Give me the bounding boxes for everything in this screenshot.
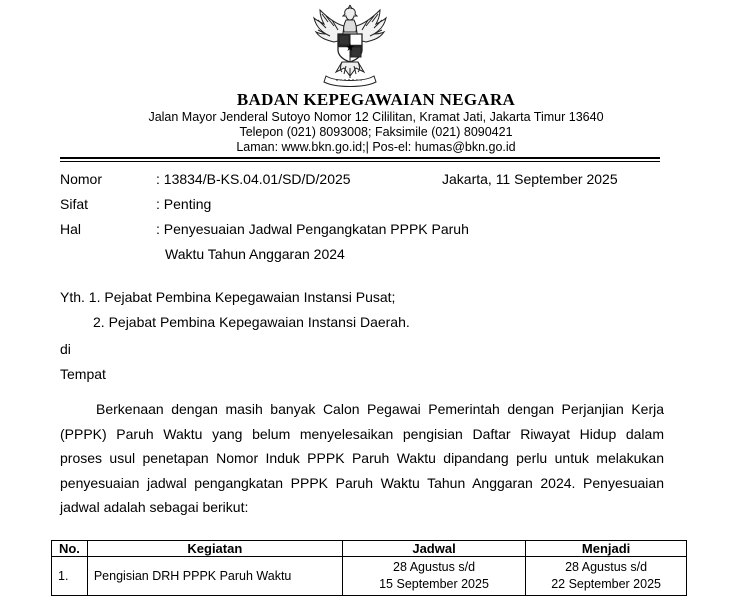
paragraph-line: Berkenaan dengan masih banyak Calon Pegawai Pemerintah dengan Perjanjian Kerja [96,401,664,417]
sifat-value: : Penting [156,196,212,212]
recipient-tempat: Tempat [60,366,106,382]
paragraph-line: (PPPK) Paruh Waktu yang belum menyelesaikan pengisian Daftar Riwayat Hidup dalam [60,425,664,442]
letterhead-rule-thick [60,157,660,159]
cell-jadwal-line2: 15 September 2025 [379,577,489,591]
recipient-line1: Yth. 1. Pejabat Pembina Kepegawaian Instansi Pusat; [60,289,396,305]
header-no: No. [52,541,88,557]
header-jadwal: Jadwal [342,541,525,557]
recipient-di: di [60,341,71,357]
cell-menjadi [526,557,687,596]
recipient-line2: 2. Pejabat Pembina Kepegawaian Instansi Daerah. [93,314,410,330]
organization-address: Jalan Mayor Jenderal Sutoyo Nomor 12 Cililitan, Kramat Jati, Jakarta Timur 13640 [148,110,604,124]
letterhead-rule-thin [60,161,660,162]
cell-no: 1. [52,557,88,596]
schedule-table [51,540,687,596]
cell-menjadi-line1: 28 Agustus s/d [565,560,648,574]
sifat-label: Sifat [60,196,89,212]
header-kegiatan: Kegiatan [87,541,342,557]
cell-jadwal [342,557,525,596]
hal-value-line2: Waktu Tahun Anggaran 2024 [165,246,345,262]
table-header-row [52,541,687,557]
header-menjadi: Menjadi [526,541,687,557]
paragraph-line: penyesuaian jadwal pengangkatan PPPK Paruh Waktu Tahun Anggaran 2024. Penyesuaian [60,474,664,491]
cell-kegiatan: Pengisian DRH PPPK Paruh Waktu [87,557,342,596]
organization-phone: Telepon (021) 8093008; Faksimile (021) 8090421 [239,125,513,139]
cell-menjadi-line2: 22 September 2025 [551,577,661,591]
body-paragraph [60,397,664,520]
organization-web: Laman: www.bkn.go.id;| Pos-el: humas@bkn.go.id [236,140,516,154]
nomor-value: : 13834/B-KS.04.01/SD/D/2025 [156,171,351,187]
cell-jadwal-line1: 28 Agustus s/d [393,560,476,574]
hal-value-line1: : Penyesuaian Jadwal Pengangkatan PPPK Paruh [156,221,469,237]
nomor-label: Nomor [60,171,103,187]
place-date: Jakarta, 11 September 2025 [442,171,618,187]
organization-name: BADAN KEPEGAWAIAN NEGARA [236,90,516,109]
paragraph-line: proses usul penetapan Nomor Induk PPPK Paruh Waktu dipandang perlu untuk melakukan [60,450,664,466]
garuda-emblem-icon [306,2,394,88]
paragraph-line: jadwal adalah sebagai berikut: [60,499,249,515]
hal-label: Hal [60,221,82,237]
table-row [52,557,687,596]
